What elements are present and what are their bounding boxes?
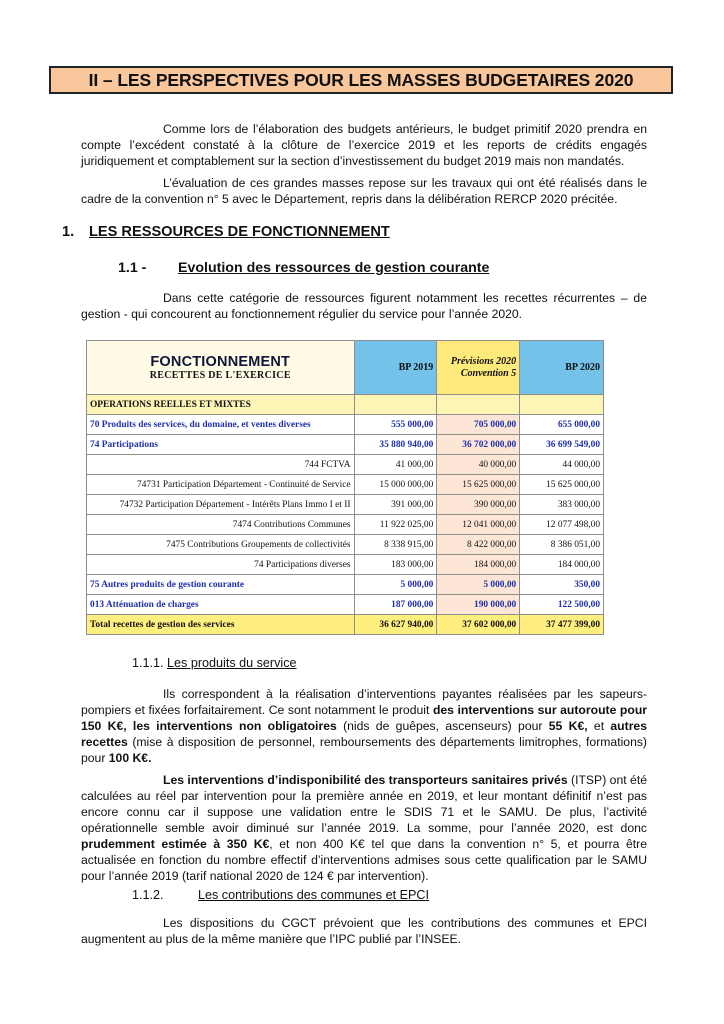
value-previsions-2020: 37 602 000,00 (437, 615, 520, 635)
section-1-1-2-number: 1.1.2. (132, 888, 164, 902)
table-row (87, 515, 604, 535)
section-1-number: 1. (62, 224, 75, 240)
section-1-1-2-title: Les contributions des communes et EPCI (198, 888, 429, 902)
column-header-previsions (437, 341, 520, 395)
section-1-1-paragraph (81, 290, 647, 322)
text-run: (mise à disposition de personnel, remboursements des départements limitrophes, formations) pour (81, 735, 647, 765)
text-run: Ils correspondent à la réalisation d’interventions payantes réalisées par les sapeurs-pompiers et fixées forfaitairement. Ce sont notamment le produit (81, 687, 647, 717)
table-row (87, 595, 604, 615)
value-bp2020: 383 000,00 (520, 495, 604, 515)
intro-paragraph-2 (81, 175, 647, 207)
value-bp2019: 5 000,00 (354, 575, 437, 595)
table-row (87, 495, 604, 515)
table-row (87, 575, 604, 595)
row-label: 70 Produits des services, du domaine, et ventes diverses (87, 415, 355, 435)
table-row (87, 415, 604, 435)
table-header-sub: RECETTES DE L'EXERCICE (149, 370, 291, 381)
intro-paragraph-1 (81, 121, 647, 169)
value-previsions-2020: 184 000,00 (437, 555, 520, 575)
text-run: , et non 400 K€ tel que dans la convention n° 5, et pourra être actualisée en fonction du nombre effectif d’interventions admises sous cette qualification par le SAMU pour l’année 2019 (tarif national 2020 de 124 € par intervention). (81, 837, 647, 883)
produits-paragraph-2 (81, 772, 647, 884)
value-bp2020: 8 386 051,00 (520, 535, 604, 555)
table-row (87, 555, 604, 575)
produits-paragraph-1 (81, 686, 647, 766)
value-bp2019: 183 000,00 (354, 555, 437, 575)
row-label: 75 Autres produits de gestion courante (87, 575, 355, 595)
section-1-1-2-heading (132, 888, 429, 902)
section-1-1-heading (118, 260, 489, 276)
section-1-1-title: Evolution des ressources de gestion courante (178, 260, 490, 276)
row-label: Total recettes de gestion des services (87, 615, 355, 635)
intro-paragraph-2-text: L’évaluation de ces grandes masses repose sur les travaux qui ont été réalisés dans le cadre de la convention n° 5 avec le Département, repris dans la délibération RERCP 2020 précitée. (81, 176, 647, 206)
text-run-bold: des interventions sur autoroute pour 150 K€, les interventions non obligatoires (81, 703, 648, 733)
row-label: 744 FCTVA (87, 455, 355, 475)
section-1-1-1-number: 1.1.1. (132, 656, 164, 670)
column-header-bp2020: BP 2020 (520, 341, 604, 395)
value-bp2020: 44 000,00 (520, 455, 604, 475)
table-row (87, 395, 604, 415)
value-bp2019: 187 000,00 (354, 595, 437, 615)
row-label: 7474 Contributions Communes (87, 515, 355, 535)
value-bp2020: 36 699 549,00 (520, 435, 604, 455)
table-row (87, 615, 604, 635)
text-run: (ITSP) ont été calculées au réel par intervention pour la première année en 2019, et leur montant définitif n’est pas encore connu car il suppose une validation entre le SDIS 71 et le SAMU. De plus, l’activité opérationnelle semble avoir diminué sur l’année 2019. La somme, pour l’année 2020, est donc (81, 773, 647, 835)
budget-table (86, 340, 604, 635)
text-run-bold: Les interventions d’indisponibilité des transporteurs sanitaires privés (163, 773, 568, 787)
value-bp2020: 12 077 498,00 (520, 515, 604, 535)
value-previsions-2020: 705 000,00 (437, 415, 520, 435)
value-previsions-2020: 15 625 000,00 (437, 475, 520, 495)
column-header-previsions-line2: Convention 5 (460, 367, 517, 379)
value-previsions-2020 (437, 395, 520, 415)
text-run: (nids de guêpes, ascenseurs) pour (336, 719, 549, 733)
value-bp2020: 350,00 (520, 575, 604, 595)
value-bp2019: 8 338 915,00 (354, 535, 437, 555)
text-run-bold: autres recettes (81, 719, 647, 749)
table-header-main: FONCTIONNEMENT (150, 354, 291, 370)
section-1-heading (62, 224, 390, 240)
value-bp2019: 11 922 025,00 (354, 515, 437, 535)
value-bp2020: 184 000,00 (520, 555, 604, 575)
text-run-bold: 100 K€. (108, 751, 152, 765)
value-bp2019 (354, 395, 437, 415)
column-header-bp2019: BP 2019 (354, 341, 437, 395)
column-header-previsions-line1: Prévisions 2020 (450, 355, 517, 367)
section-1-1-1-heading (132, 656, 297, 670)
value-bp2019: 15 000 000,00 (354, 475, 437, 495)
value-previsions-2020: 12 041 000,00 (437, 515, 520, 535)
value-bp2020 (520, 395, 604, 415)
value-bp2019: 555 000,00 (354, 415, 437, 435)
row-label: 74732 Participation Département - Intérêts Plans Immo I et II (87, 495, 355, 515)
table-row (87, 455, 604, 475)
section-1-1-1-title: Les produits du service (167, 656, 297, 670)
contributions-paragraph (81, 915, 647, 947)
value-previsions-2020: 8 422 000,00 (437, 535, 520, 555)
intro-paragraph-1-text: Comme lors de l’élaboration des budgets antérieurs, le budget primitif 2020 prendra en compte l’excédent constaté à la clôture de l’exercice 2019 et les reports de crédits engagés juridiquement et comptablement sur la section d’investissement du budget 2019 mais non mandatés. (81, 122, 647, 168)
table-row (87, 475, 604, 495)
value-bp2019: 41 000,00 (354, 455, 437, 475)
row-label: 74731 Participation Département - Continuité de Service (87, 475, 355, 495)
value-previsions-2020: 40 000,00 (437, 455, 520, 475)
value-bp2019: 35 880 940,00 (354, 435, 437, 455)
page-title: II – LES PERSPECTIVES POUR LES MASSES BUDGETAIRES 2020 (49, 66, 673, 94)
value-previsions-2020: 5 000,00 (437, 575, 520, 595)
value-previsions-2020: 36 702 000,00 (437, 435, 520, 455)
contributions-paragraph-text: Les dispositions du CGCT prévoient que les contributions des communes et EPCI augmentent au plus de la même manière que l’IPC publié par l’INSEE. (81, 916, 647, 946)
row-label: 7475 Contributions Groupements de collectivités (87, 535, 355, 555)
value-bp2020: 37 477 399,00 (520, 615, 604, 635)
value-bp2020: 122 500,00 (520, 595, 604, 615)
row-label: 013 Atténuation de charges (87, 595, 355, 615)
text-run-bold: 55 K€, (548, 719, 588, 733)
value-bp2020: 655 000,00 (520, 415, 604, 435)
value-bp2019: 36 627 940,00 (354, 615, 437, 635)
value-bp2019: 391 000,00 (354, 495, 437, 515)
text-run-bold: prudemment estimée à 350 K€ (81, 837, 270, 851)
table-header-title (87, 341, 355, 395)
value-previsions-2020: 190 000,00 (437, 595, 520, 615)
table-row (87, 535, 604, 555)
section-1-1-paragraph-text: Dans cette catégorie de ressources figurent notamment les recettes récurrentes – de gestion - qui concourent au fonctionnement régulier du service pour l’année 2020. (81, 291, 647, 321)
row-label: OPERATIONS REELLES ET MIXTES (87, 395, 355, 415)
row-label: 74 Participations (87, 435, 355, 455)
value-bp2020: 15 625 000,00 (520, 475, 604, 495)
row-label: 74 Participations diverses (87, 555, 355, 575)
table-row (87, 435, 604, 455)
section-1-1-number: 1.1 - (118, 260, 147, 276)
table-header-row (87, 341, 604, 395)
value-previsions-2020: 390 000,00 (437, 495, 520, 515)
text-run: et (587, 719, 611, 733)
section-1-title: LES RESSOURCES DE FONCTIONNEMENT (89, 224, 390, 240)
